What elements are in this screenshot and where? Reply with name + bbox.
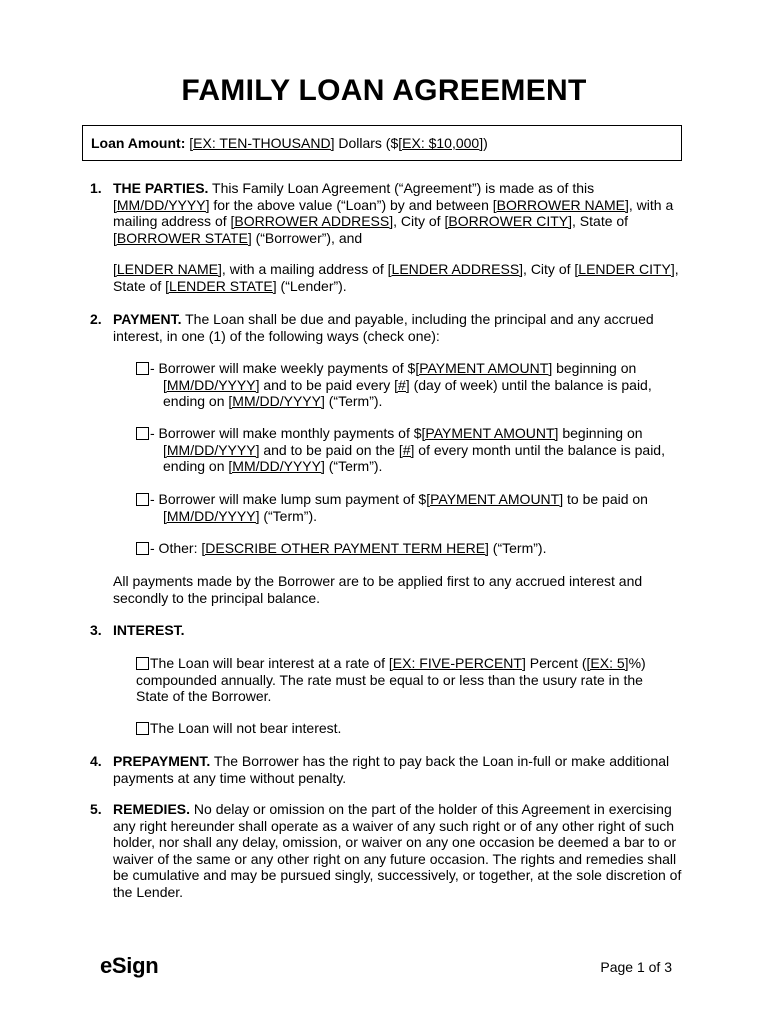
loan-amount-words-field[interactable]: [EX: TEN-THOUSAND] — [189, 135, 335, 151]
section-number: 4. — [90, 753, 102, 769]
payment-option-monthly — [136, 425, 676, 475]
interest-none-checkbox[interactable] — [136, 722, 149, 735]
payment-option-other — [136, 540, 676, 557]
option-continuation — [136, 458, 676, 475]
borrower-name-field[interactable]: [BORROWER NAME] — [492, 196, 629, 213]
interest-option-continuation: compounded annually. The rate must be equal to or less than the usury rate in the State of the Borrower. — [136, 671, 643, 704]
option-text: (“Term”). — [324, 458, 383, 474]
lump-sum-amount-field[interactable]: [PAYMENT AMOUNT] — [426, 491, 564, 507]
interest-heading-line — [113, 622, 683, 639]
loan-amount-label: Loan Amount: — [91, 135, 186, 151]
option-text: (day of week) until the balance is paid, — [409, 376, 652, 393]
payment-paragraph — [113, 311, 683, 344]
weekly-checkbox[interactable] — [136, 362, 149, 375]
option-text: and to be paid on the — [259, 441, 399, 458]
option-continuation — [136, 508, 676, 525]
option-text: %) — [628, 655, 646, 671]
option-text: The Loan will bear interest at a rate of — [150, 655, 389, 671]
borrower-state-field[interactable]: [BORROWER STATE] — [113, 229, 252, 246]
parties-heading: THE PARTIES. — [113, 180, 209, 196]
remedies-text: No delay or omission on the part of the holder of this Agreement in exercising any right hereunder shall operate as a waiver of any such right or of any other right of such holder, nor shall any delay, omission, or waiver on any one occasion be deemed a bar to or waiver of the same or any other right on any future occasion. The rights and remedies shall be cumulative and may be pursued singly, successively, or together, at the sole discretion of the Lender. — [113, 801, 682, 900]
payment-text: The Loan shall be due and payable, including the principal and any accrued interest, in one (1) of the following ways (check one): — [113, 311, 654, 344]
payment-heading: PAYMENT. — [113, 311, 182, 327]
section-number: 2. — [90, 311, 102, 327]
option-continuation — [136, 377, 676, 394]
prepayment-paragraph — [113, 753, 683, 786]
lender-text: , State of — [113, 261, 679, 294]
monthly-day-field[interactable]: [#] — [398, 441, 415, 458]
payment-option-weekly — [136, 360, 676, 410]
monthly-start-date-field[interactable]: [MM/DD/YYYY] — [163, 441, 260, 458]
esign-logo: eSign — [100, 953, 159, 978]
option-continuation — [136, 442, 676, 459]
option-text: - Borrower will make monthly payments of $ — [150, 425, 422, 441]
remedies-paragraph — [113, 801, 683, 900]
payment-option-lump-sum — [136, 491, 676, 524]
weekly-day-field[interactable]: [#] — [394, 376, 410, 393]
option-text: of every month until the balance is paid, — [414, 441, 665, 458]
payment-closing-paragraph: All payments made by the Borrower are to be applied first to any accrued interest and secondly to the principal balance. — [113, 573, 643, 606]
lender-city-field[interactable]: [LENDER CITY] — [574, 261, 675, 277]
parties-text: for the above value (“Loan”) by and between — [209, 196, 493, 213]
option-text: (“Term”). — [324, 393, 383, 409]
interest-heading: INTEREST. — [113, 622, 185, 638]
option-text: ending on — [163, 393, 229, 409]
option-text: beginning on — [552, 360, 637, 376]
other-term-field[interactable]: [DESCRIBE OTHER PAYMENT TERM HERE] — [201, 540, 489, 556]
option-text: (“Term”). — [488, 540, 547, 556]
option-text: - Borrower will make lump sum payment of $ — [150, 491, 427, 507]
option-text: - Other: — [150, 540, 202, 556]
parties-text: , City of — [393, 213, 445, 229]
interest-bear-checkbox[interactable] — [136, 657, 149, 670]
parties-text: , State of — [572, 213, 629, 229]
lender-paragraph — [113, 261, 683, 294]
option-text: beginning on — [558, 425, 643, 441]
option-text: (“Term”). — [259, 507, 318, 524]
remedies-heading: REMEDIES. — [113, 801, 191, 817]
parties-text: (“Borrower”), and — [251, 229, 363, 246]
lump-sum-checkbox[interactable] — [136, 493, 149, 506]
lender-state-field[interactable]: [LENDER STATE] — [165, 277, 277, 294]
monthly-amount-field[interactable]: [PAYMENT AMOUNT] — [421, 425, 559, 441]
lender-address-field[interactable]: [LENDER ADDRESS] — [387, 261, 524, 277]
option-text: to be paid on — [563, 491, 648, 507]
parties-paragraph — [113, 180, 683, 246]
interest-rate-number-field[interactable]: [EX: 5] — [586, 655, 629, 671]
option-text: The Loan will not bear interest. — [150, 720, 342, 736]
weekly-start-date-field[interactable]: [MM/DD/YYYY] — [163, 376, 260, 393]
agreement-date-field[interactable]: [MM/DD/YYYY] — [113, 196, 210, 213]
weekly-amount-field[interactable]: [PAYMENT AMOUNT] — [415, 360, 553, 376]
interest-option-bear — [136, 655, 676, 705]
parties-text: This Family Loan Agreement (“Agreement”) is made as of this — [208, 180, 595, 196]
monthly-end-date-field[interactable]: [MM/DD/YYYY] — [228, 458, 325, 474]
page-number: Page 1 of 3 — [600, 959, 672, 975]
other-checkbox[interactable] — [136, 542, 149, 555]
lender-name-field[interactable]: [LENDER NAME] — [113, 261, 222, 277]
interest-option-none — [136, 720, 676, 737]
loan-amount-close: ) — [483, 135, 488, 151]
loan-amount-dollars-text: Dollars ($ — [334, 135, 399, 151]
parties-text: , with a mailing address of — [113, 196, 674, 229]
section-number: 3. — [90, 622, 102, 638]
borrower-address-field[interactable]: [BORROWER ADDRESS] — [230, 213, 394, 229]
weekly-end-date-field[interactable]: [MM/DD/YYYY] — [228, 393, 325, 409]
option-text: - Borrower will make weekly payments of $ — [150, 360, 416, 376]
section-number: 1. — [90, 180, 102, 196]
loan-amount-number-field[interactable]: [EX: $10,000] — [398, 135, 484, 151]
loan-amount-box — [82, 125, 682, 161]
lender-text: , City of — [523, 261, 575, 277]
prepayment-heading: PREPAYMENT. — [113, 753, 211, 769]
option-text: Percent ( — [525, 655, 587, 671]
option-text: ending on — [163, 458, 229, 474]
borrower-city-field[interactable]: [BORROWER CITY] — [444, 213, 573, 229]
document-title: FAMILY LOAN AGREEMENT — [181, 74, 587, 107]
monthly-checkbox[interactable] — [136, 427, 149, 440]
section-number: 5. — [90, 801, 102, 817]
prepayment-text: The Borrower has the right to pay back the Loan in-full or make additional payments at any time without penalty. — [113, 753, 670, 786]
lender-text: , with a mailing address of — [221, 261, 388, 277]
option-continuation — [136, 393, 676, 410]
interest-rate-words-field[interactable]: [EX: FIVE-PERCENT] — [388, 655, 526, 671]
lump-sum-date-field[interactable]: [MM/DD/YYYY] — [163, 507, 260, 524]
lender-text: (“Lender”). — [276, 277, 347, 294]
option-text: and to be paid every — [259, 376, 395, 393]
